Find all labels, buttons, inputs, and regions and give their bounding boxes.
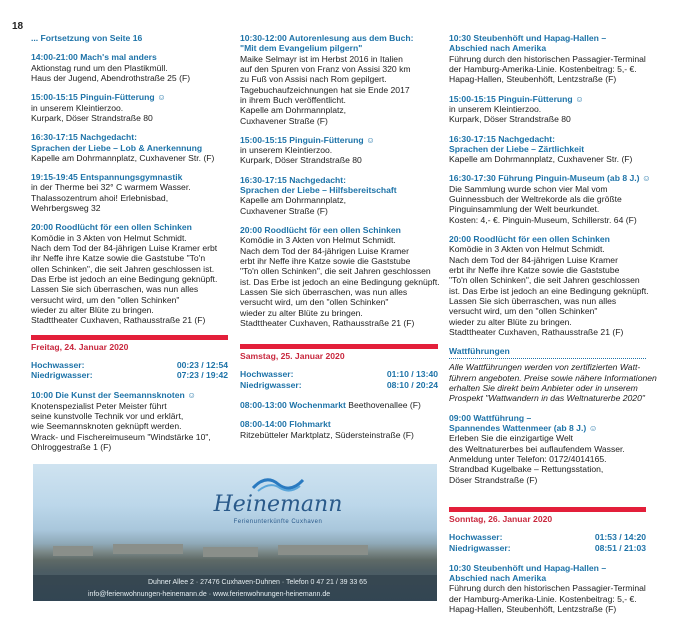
intro-line: führern angeboten. Preise sowie nähere Informationen — [449, 372, 657, 383]
page-number: 18 — [12, 21, 24, 32]
event-item — [449, 33, 646, 85]
event-text: Maike Selmayr ist im Herbst 2016 in Italien — [240, 53, 403, 64]
event-heading: 10:30 Steubenhöft und Hapag-Hallen – — [449, 562, 607, 573]
event-heading: Abschied nach Amerika — [449, 573, 547, 584]
event-text: Nach dem Tod der 84-jährigen Luise Kramer — [240, 245, 409, 256]
event-text: ... Fortsetzung von Seite 16 — [31, 33, 143, 43]
event-text: "To'n ollen Schinken", die seit Jahren geschlossen — [449, 275, 640, 286]
event-location: Beethovenallee (F) — [345, 400, 421, 411]
event-item — [240, 419, 438, 440]
event-item — [31, 33, 228, 43]
events-list — [240, 400, 438, 440]
event-heading: 20:00 Roodlücht för een ollen Schinken — [449, 234, 610, 244]
event-heading: 15:00-15:15 Pinguin-Fütterung ☺ — [240, 134, 375, 145]
event-text: Kosten: 4,- €. Pinguin-Museum, Schillerstr. 64 (F) — [449, 214, 637, 225]
day-header: Sonntag, 26. Januar 2020 — [449, 513, 553, 524]
event-heading: 20:00 Roodlücht för een ollen Schinken — [31, 222, 192, 233]
event-item — [31, 132, 228, 163]
advertisement-banner[interactable] — [33, 464, 437, 601]
day-divider-bar — [449, 507, 646, 512]
event-text: Führung durch den historischen Passagier-Terminal — [449, 53, 646, 64]
ad-address: Duhner Allee 2 · 27476 Cuxhaven-Duhnen · Telefon 0 47 21 / 39 33 65 — [148, 579, 367, 586]
event-item — [31, 52, 228, 83]
event-text: Kapelle am Dohrmannplatz, — [240, 195, 347, 206]
event-text: in unserem Kleintierzoo. — [240, 145, 333, 156]
event-heading: 16:30-17:15 Nachgedacht: — [449, 133, 556, 144]
event-heading: Spannendes Wattenmeer (ab 8 J.) ☺ — [449, 423, 598, 433]
tide-times: 00:23 / 12:54 — [176, 359, 228, 370]
event-text: des Weltnaturerbes bei auflaufendem Wasser. — [449, 443, 625, 454]
event-text: Pinguinsammlung der Welt beurkundet. — [449, 204, 600, 215]
event-text: der Hamburg-Amerika-Linie. Kostenbeitrag: 5,- €. — [449, 593, 637, 604]
event-text: Kapelle am Dohrmannplatz, Cuxhavener Str. (F) — [31, 152, 215, 163]
event-text: Stadttheater Cuxhaven, Rathausstraße 21 (F) — [240, 317, 415, 328]
event-heading: 15:00-15:15 Pinguin-Fütterung ☺ — [449, 93, 584, 104]
tide-times: 08:51 / 21:03 — [594, 542, 646, 553]
beach-houses-silhouette — [53, 546, 93, 556]
event-item — [449, 134, 646, 165]
event-item — [449, 173, 651, 225]
event-heading: 15:00-15:15 Pinguin-Fütterung ☺ — [31, 92, 166, 103]
tide-table — [449, 532, 646, 553]
event-text: Aktionstag rund um den Plastikmüll. — [31, 62, 168, 73]
watt-intro — [449, 362, 657, 404]
event-text: Haus der Jugend, Abendrothstraße 25 (F) — [31, 72, 191, 83]
event-text: wieder zu alter Blüte zu bringen. — [240, 307, 363, 318]
event-text: "To'n ollen Schinken", die seit Jahren geschlossen — [240, 266, 431, 277]
event-text: Führung durch den historischen Passagier-Terminal — [449, 583, 646, 594]
event-text: Anmeldung unter Telefon: 0172/4014165. — [449, 453, 607, 464]
watt-section-title: Wattführungen — [449, 346, 510, 357]
tide-row — [31, 370, 228, 380]
event-text: Lassen Sie sich überraschen, was nun alles — [449, 295, 617, 306]
event-text: Stadttheater Cuxhaven, Rathausstraße 21 (F) — [31, 315, 206, 326]
event-text: Stadttheater Cuxhaven, Rathausstraße 21 (F) — [449, 326, 624, 337]
tide-row — [31, 360, 228, 370]
day-header: Samstag, 25. Januar 2020 — [240, 351, 345, 362]
event-text: Cuxhavener Straße (F) — [240, 115, 328, 126]
event-text: ollen Schinken", die seit Jahren geschlossen ist. — [31, 263, 215, 274]
event-text: wie Seemannsknoten geknüpft werden. — [31, 421, 182, 432]
event-text: Nach dem Tod der 84-jährigen Luise Kramer erbt — [31, 243, 218, 253]
event-text: Hapag-Hallen, Steubenhöft, Lentzstraße (F) — [449, 74, 617, 85]
events-list — [449, 563, 646, 615]
events-list — [31, 390, 228, 452]
events-list — [449, 33, 651, 337]
tide-label: Niedrigwasser: — [449, 542, 511, 553]
tide-label: Niedrigwasser: — [31, 370, 93, 381]
event-text: wieder zu alter Blüte zu bringen. — [449, 316, 572, 327]
tide-row — [240, 369, 438, 379]
event-text: Kurpark, Döser Strandstraße 80 — [31, 112, 153, 123]
ad-tagline: Ferienunterkünfte Cuxhaven — [233, 519, 323, 525]
tide-label: Hochwasser: — [31, 359, 85, 370]
beach-houses-silhouette — [113, 544, 183, 554]
tide-table — [31, 360, 228, 381]
tide-row — [240, 380, 438, 390]
event-text: Strandbad Kugelbake – Rettungsstation, — [449, 464, 604, 475]
event-text: Die Sammlung wurde schon vier Mal vom — [449, 183, 608, 194]
event-text: ihr Neffe ihre Katze sowie die Gaststube "To'n — [31, 253, 206, 264]
watt-divider — [449, 358, 646, 359]
event-text: Komödie in 3 Akten von Helmut Schmidt. — [31, 232, 187, 243]
event-heading: 20:00 Roodlücht för een ollen Schinken — [240, 225, 401, 235]
event-item — [31, 172, 228, 213]
event-heading: 10:00 Die Kunst der Seemannsknoten ☺ — [31, 390, 196, 401]
event-text: ist. Das Erbe ist jedoch an eine Bedingung geknüpft. — [240, 276, 440, 287]
event-text: versucht wird, um den "ollen Schinken" — [240, 297, 389, 308]
event-heading: 08:00-14:00 Flohmarkt — [240, 419, 331, 430]
tide-label: Hochwasser: — [449, 532, 503, 543]
event-text: Wrack- und Fischereimuseum "Windstärke 10", — [31, 431, 211, 442]
event-item — [449, 563, 646, 615]
event-item — [31, 390, 228, 452]
event-text: Tagebuchaufzeichnungen hat sie Ende 2017 — [240, 84, 410, 95]
event-text: Thalassozentrum ahoi! Erlebnisbad, — [31, 192, 169, 203]
event-text: Komödie in 3 Akten von Helmut Schmidt. — [449, 244, 605, 255]
event-item — [240, 225, 438, 328]
column-2 — [240, 33, 438, 449]
event-heading: 09:00 Wattführung – — [449, 412, 532, 423]
column-3 — [449, 33, 657, 621]
event-heading: Sprachen der Liebe – Hilfsbereitschaft — [240, 185, 397, 196]
tide-times: 01:10 / 13:40 — [386, 369, 438, 380]
event-text: Cuxhavener Straße (F) — [240, 205, 328, 216]
event-text: Komödie in 3 Akten von Helmut Schmidt. — [240, 235, 396, 246]
event-text: Erleben Sie die einzigartige Welt — [449, 433, 574, 444]
event-text: ist. Das Erbe ist jedoch an eine Bedingung geknüpft. — [449, 285, 649, 296]
event-heading: 16:30-17:15 Nachgedacht: — [240, 174, 347, 185]
event-item — [240, 400, 438, 410]
event-heading: 16:30-17:15 Nachgedacht: — [31, 132, 138, 143]
event-text: Kapelle am Dohrmannplatz, — [240, 105, 347, 116]
event-heading: Abschied nach Amerika — [449, 43, 547, 54]
events-list — [240, 33, 438, 328]
event-item — [449, 413, 646, 485]
day-divider-bar — [31, 335, 228, 340]
event-text: Hapag-Hallen, Steubenhöft, Lentzstraße (F) — [449, 604, 617, 615]
event-text: in unserem Kleintierzoo. — [31, 102, 124, 113]
event-item — [31, 222, 228, 325]
event-text: seine kunstvolle Technik vor und erklärt, — [31, 411, 184, 422]
event-text: Kurpark, Döser Strandstraße 80 — [240, 155, 362, 166]
event-text: auf den Spuren von Franz von Assisi 320 km — [240, 63, 411, 74]
wave-logo-icon — [248, 472, 308, 494]
event-item — [240, 175, 438, 216]
event-text: Döser Strandstraße (F) — [449, 474, 538, 485]
event-heading: 10:30-12:00 Autorenlesung aus dem Buch: — [240, 33, 414, 43]
day-divider-bar — [240, 344, 438, 349]
tide-label: Niedrigwasser: — [240, 379, 302, 390]
event-heading: 08:00-13:00 Wochenmarkt — [240, 400, 346, 411]
beach-houses-silhouette — [278, 545, 368, 555]
event-text: Knotenspezialist Peter Meister führt — [31, 400, 167, 411]
event-heading: Sprachen der Liebe – Zärtlichkeit — [449, 143, 585, 154]
tide-row — [449, 532, 646, 542]
event-heading: "Mit dem Evangelium pilgern" — [240, 43, 363, 54]
beach-houses-silhouette — [203, 547, 258, 557]
event-text: Nach dem Tod der 84-jährigen Luise Kramer — [449, 254, 618, 265]
event-text: in ihrem Buch veröffentlicht. — [240, 94, 346, 105]
event-text: in unserem Kleintierzoo. — [449, 103, 542, 114]
event-heading: Sprachen der Liebe – Lob & Anerkennung — [31, 142, 203, 153]
event-item — [449, 234, 649, 337]
event-text: Kapelle am Dohrmannplatz, Cuxhavener Str. (F) — [449, 154, 633, 165]
intro-line: Prospekt "Wattwandern in das Weltnaturerbe 2020" — [449, 393, 645, 404]
event-text: Das Erbe ist jedoch an eine Bedingung geknüpft. — [31, 273, 218, 284]
tide-times: 01:53 / 14:20 — [594, 532, 646, 543]
ad-web-link[interactable]: info@ferienwohnungen-heinemann.de · www.ferienwohnungen-heinemann.de — [88, 591, 331, 598]
event-text: Lassen Sie sich überraschen, was nun alles — [240, 286, 408, 297]
event-text: Wehrbergsweg 32 — [31, 203, 101, 214]
event-heading: 19:15-19:45 Entspannungsgymnastik — [31, 172, 183, 183]
event-heading: 14:00-21:00 Mach's mal anders — [31, 52, 157, 63]
column-1 — [31, 33, 228, 461]
event-text: in der Therme bei 32° C warmem Wasser. — [31, 182, 191, 193]
event-heading: 10:30 Steubenhöft und Hapag-Hallen – — [449, 33, 607, 43]
event-item — [449, 94, 646, 125]
event-text: zu Fuß von Assisi nach Rom gepilgert. — [240, 74, 387, 85]
event-text: Guinnessbuch der Weltrekorde als die größte — [449, 194, 622, 205]
tide-times: 07:23 / 19:42 — [176, 370, 228, 381]
intro-line: erhalten Sie direkt beim Anbieter oder in unserem — [449, 383, 638, 394]
tide-row — [449, 543, 646, 553]
event-heading: 16:30-17:30 Führung Pinguin-Museum (ab 8 J.) ☺ — [449, 173, 651, 184]
ad-brand-name: Heinemann — [213, 492, 343, 517]
intro-line: Alle Wattführungen werden von zertifizierten Watt- — [449, 362, 641, 373]
event-text: erbt ihr Neffe ihre Katze sowie die Gaststube — [449, 264, 620, 275]
event-text: Kurpark, Döser Strandstraße 80 — [449, 114, 571, 125]
events-list — [449, 413, 646, 485]
event-text: Ritzebütteler Marktplatz, Südersteinstraße (F) — [240, 429, 414, 440]
event-text: Lassen Sie sich überraschen, was nun alles — [31, 284, 199, 295]
event-text: wieder zu alter Blüte zu bringen. — [31, 304, 154, 315]
event-item — [240, 33, 438, 126]
tide-label: Hochwasser: — [240, 369, 294, 380]
day-header: Freitag, 24. Januar 2020 — [31, 341, 129, 352]
tide-table — [240, 369, 438, 390]
event-item — [240, 135, 438, 166]
event-text: erbt ihr Neffe ihre Katze sowie die Gaststube — [240, 255, 411, 266]
event-text: Ohlroggestraße 1 (F) — [31, 442, 112, 452]
events-list — [31, 33, 228, 326]
event-text: versucht wird, um den "ollen Schinken" — [449, 306, 598, 317]
event-item — [31, 92, 228, 123]
event-text: der Hamburg-Amerika-Linie. Kostenbeitrag: 5,- €. — [449, 63, 637, 74]
event-text: versucht wird, um den "ollen Schinken" — [31, 294, 180, 305]
tide-times: 08:10 / 20:24 — [386, 379, 438, 390]
